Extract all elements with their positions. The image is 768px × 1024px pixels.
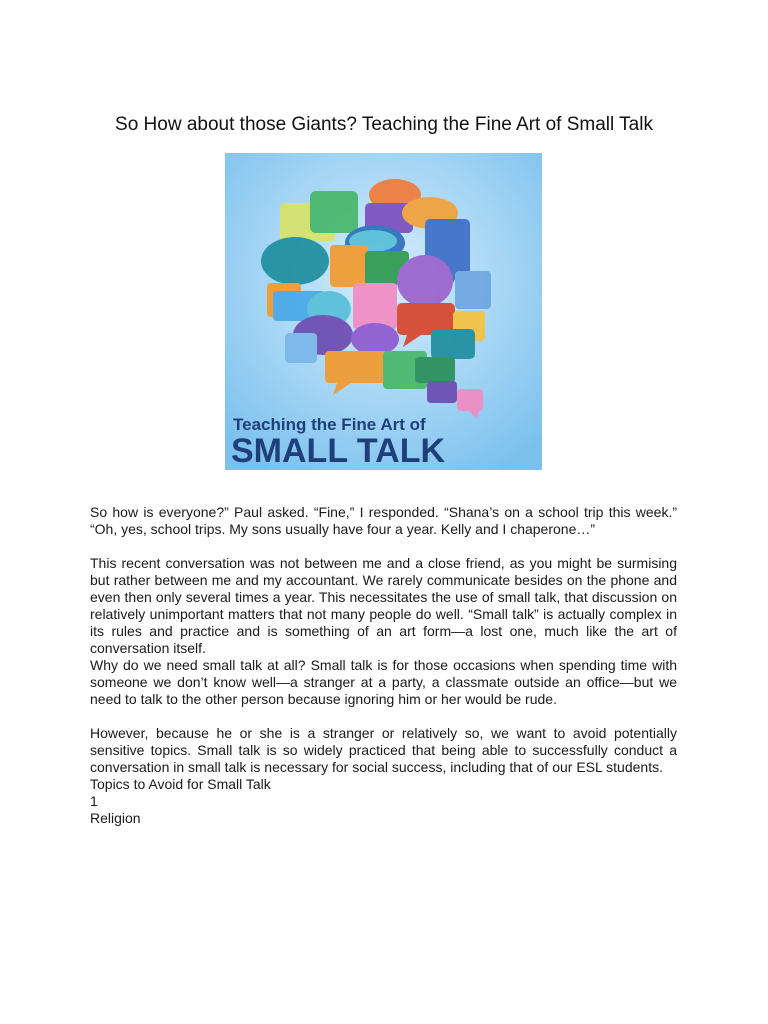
- list-item-religion: Religion: [90, 810, 141, 826]
- cover-image: [225, 153, 542, 470]
- page-title: So How about those Giants? Teaching the Fine Art of Small Talk: [115, 114, 653, 135]
- paragraph-1: So how is everyone?” Paul asked. “Fine,” I responded. “Shana’s on a school trip this week.” “Oh, yes, school trips. My sons usually have four a year. Kelly and I chaperone…”: [90, 504, 677, 537]
- topics-heading: Topics to Avoid for Small Talk: [90, 776, 271, 792]
- cover-caption-line2: SMALL TALK: [231, 432, 446, 470]
- paragraph-3: Why do we need small talk at all? Small talk is for those occasions when spending time with someone we don’t know well—a stranger at a party, a classmate outside an office—but we need to talk to the other person because ignoring him or her would be rude.: [90, 657, 677, 707]
- paragraph-2: This recent conversation was not between me and a close friend, as you might be surmising but rather between me and my accountant. We rarely communicate besides on the phone and even then only several times a year. This necessitates the use of small talk, that discussion on relatively unimportant matters that not many people do well. “Small talk” is actually complex in its rules and practice and is something of an art form—a lost one, much like the art of conversation itself.: [90, 555, 677, 656]
- speech-bubbles-illustration: [225, 153, 542, 470]
- article-body: [90, 504, 677, 827]
- paragraph-4: However, because he or she is a stranger or relatively so, we want to avoid potentially sensitive topics. Small talk is so widely practiced that being able to successfully conduct a conversation in small talk is necessary for social success, including that of our ESL students.: [90, 725, 677, 775]
- list-number: 1: [90, 793, 98, 809]
- cover-caption-line1: Teaching the Fine Art of: [233, 415, 426, 434]
